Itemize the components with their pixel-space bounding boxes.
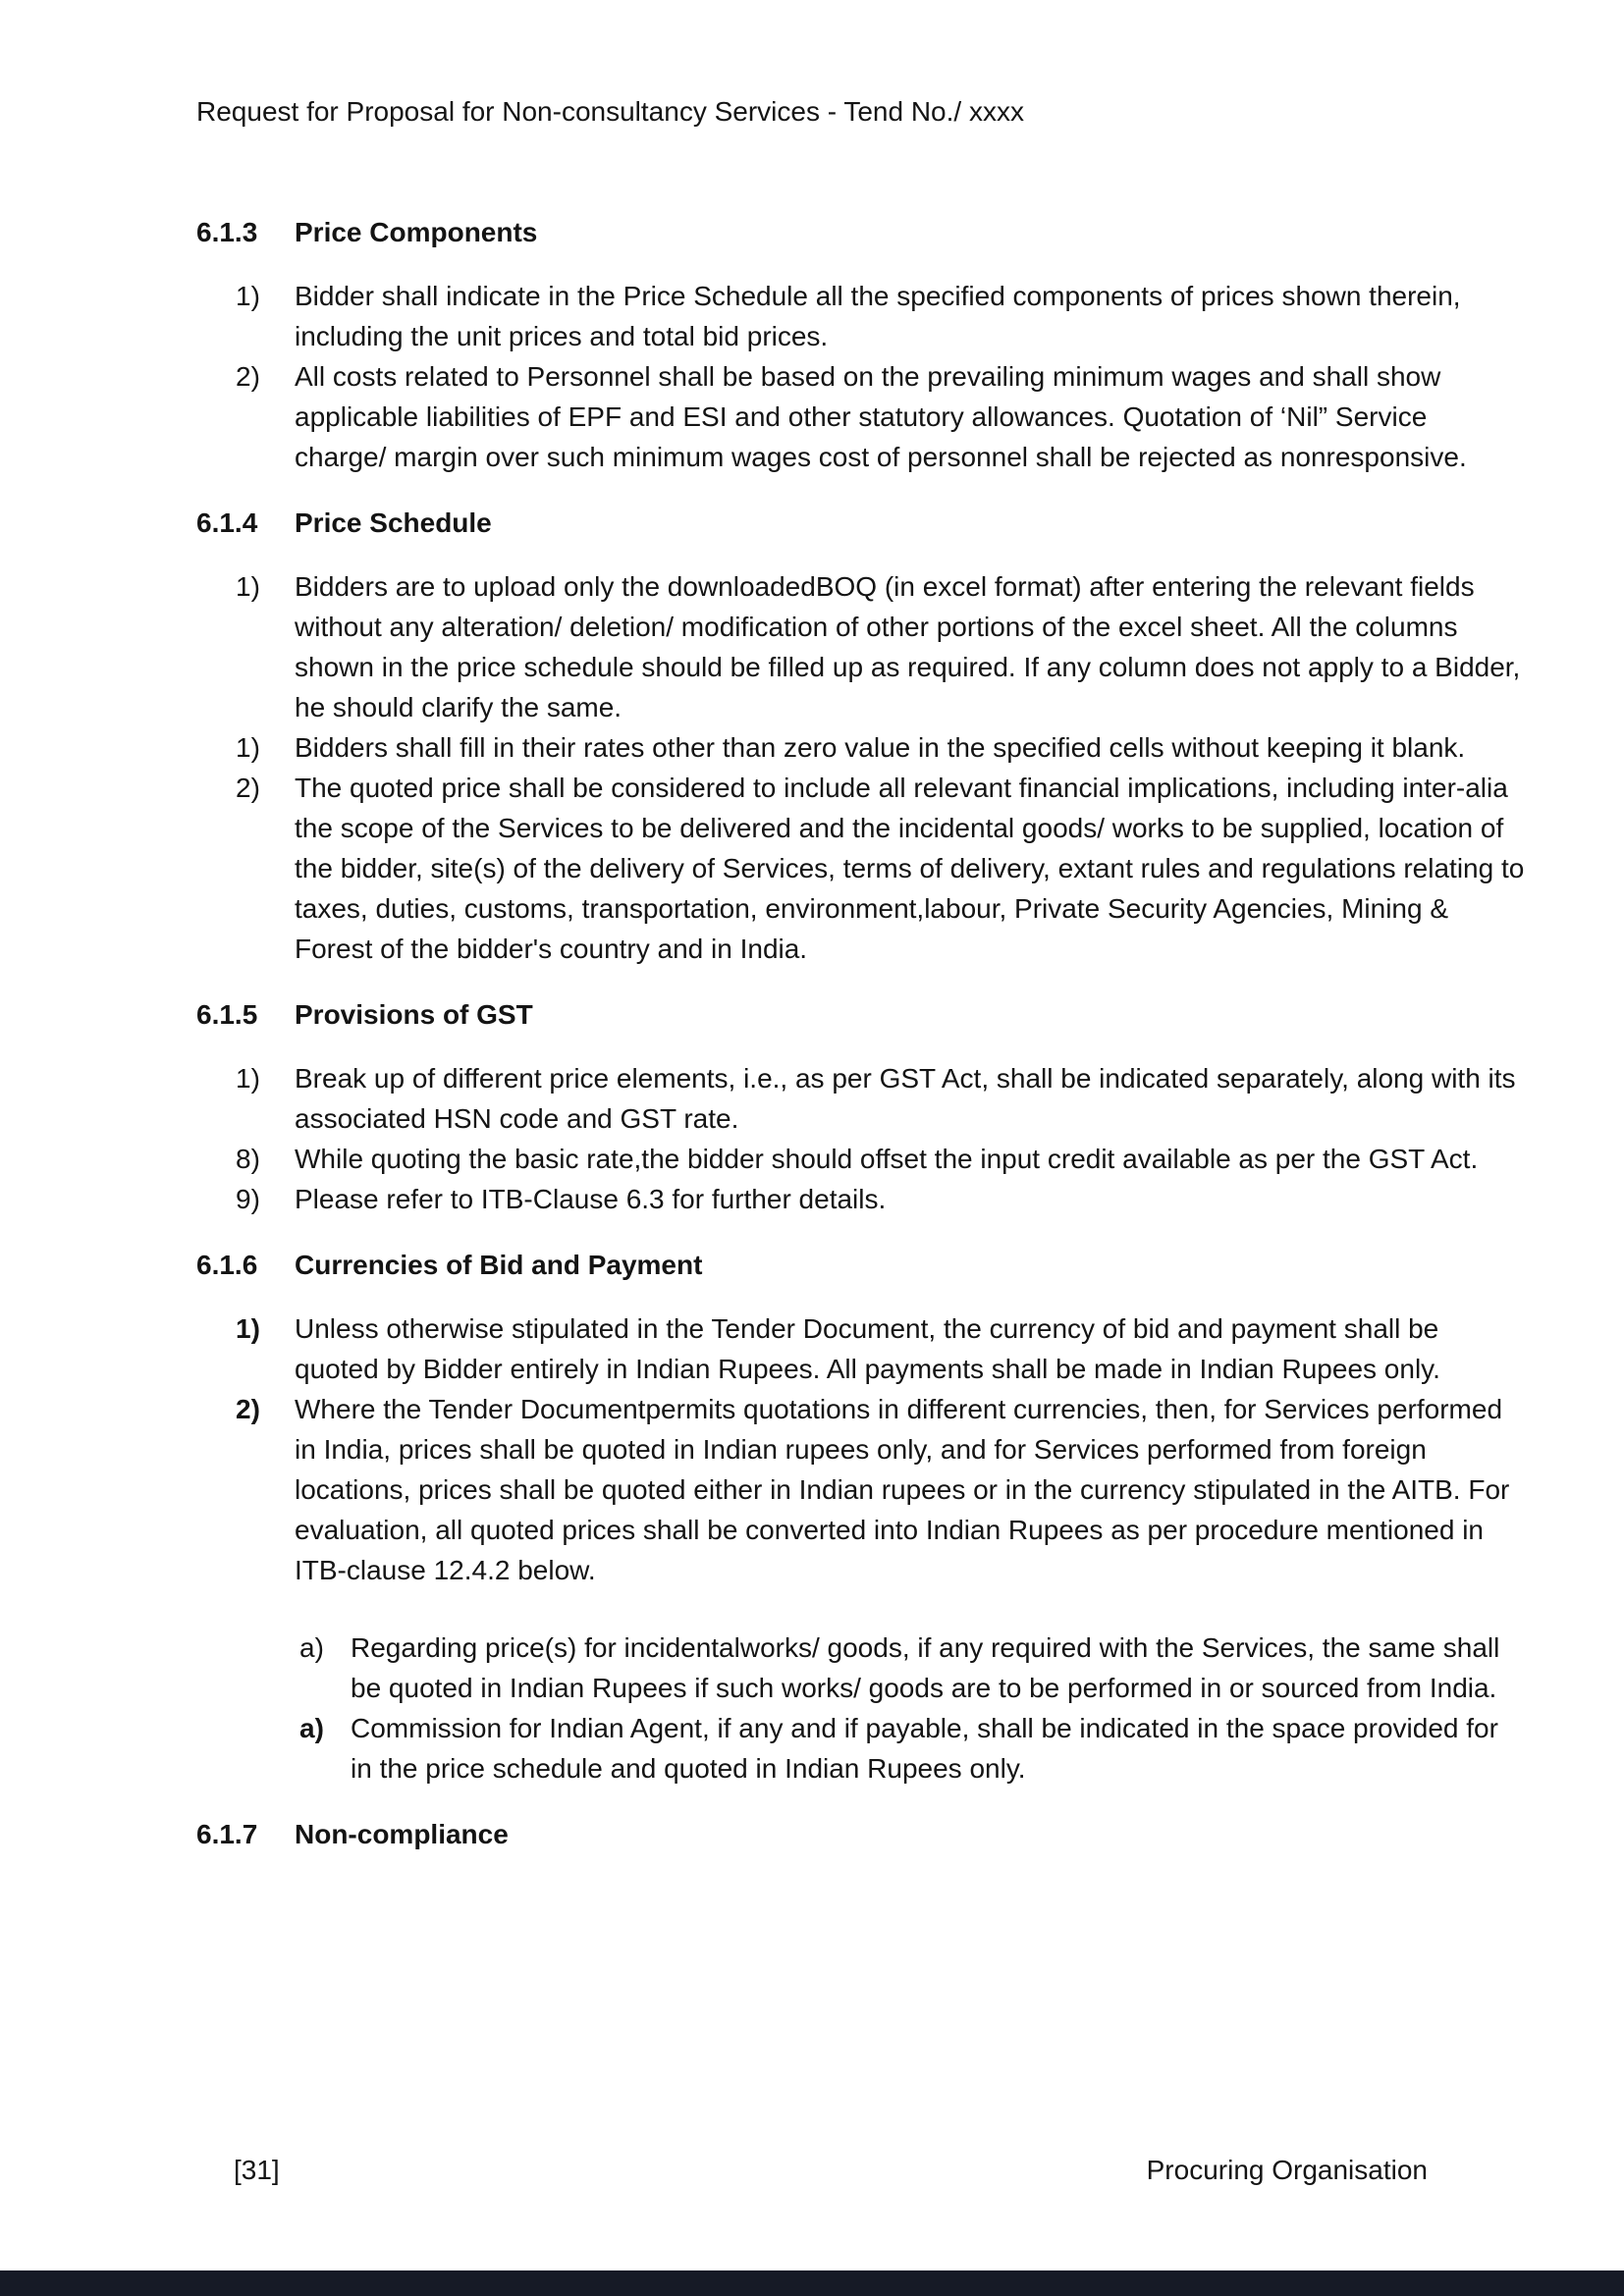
section-price-schedule xyxy=(196,503,1526,969)
list-text: The quoted price shall be considered to include all relevant financial implications, including inter-alia the scope of the Services to be delivered and the incidental goods/ works to be supplied, location of the bidder, site(s) of the delivery of Services, terms of delivery, extant rules and regulations relating to taxes, duties, customs, transportation, environment,labour, Private Security Agencies, Mining & Forest of the bidder's country and in India. xyxy=(295,773,1525,964)
list-text: Bidders are to upload only the downloadedBOQ (in excel format) after entering the relevant fields without any alteration/ deletion/ modification of other portions of the excel sheet. All the columns shown in the price schedule should be filled up as required. If any column does not apply to a Bidder, he should clarify the same. xyxy=(295,571,1521,722)
list-marker: 1) xyxy=(236,571,260,602)
list-item xyxy=(196,276,1526,356)
lettered-sublist xyxy=(196,1628,1526,1789)
section-number: 6.1.6 xyxy=(196,1250,258,1280)
section-currencies-of-bid-and-payment xyxy=(196,1245,1526,1789)
section-title: Price Schedule xyxy=(295,507,492,538)
section-number: 6.1.3 xyxy=(196,217,258,247)
list-text: Please refer to ITB-Clause 6.3 for further details. xyxy=(295,1184,887,1214)
list-item xyxy=(196,356,1526,477)
page-number: [31] xyxy=(234,2155,280,2185)
section-heading xyxy=(196,1245,1526,1285)
list-marker: 2) xyxy=(236,361,260,392)
list-marker: 2) xyxy=(236,773,260,803)
document-content xyxy=(196,187,1526,1878)
list-marker: 2) xyxy=(236,1394,260,1424)
section-provisions-of-gst xyxy=(196,994,1526,1219)
numbered-list xyxy=(196,566,1526,969)
list-item xyxy=(196,1179,1526,1219)
list-marker: 1) xyxy=(236,1063,260,1094)
section-number: 6.1.7 xyxy=(196,1819,258,1849)
section-non-compliance xyxy=(196,1814,1526,1854)
sublist-marker: a) xyxy=(299,1632,324,1663)
sublist-text: Commission for Indian Agent, if any and if payable, shall be indicated in the space provided for in the price schedule and quoted in Indian Rupees only. xyxy=(351,1713,1498,1784)
section-heading xyxy=(196,212,1526,252)
list-item xyxy=(196,727,1526,768)
section-number: 6.1.5 xyxy=(196,999,258,1030)
section-heading xyxy=(196,503,1526,543)
numbered-list xyxy=(196,1308,1526,1590)
list-marker: 9) xyxy=(236,1184,260,1214)
section-title: Non-compliance xyxy=(295,1819,509,1849)
section-heading xyxy=(196,1814,1526,1854)
section-title: Provisions of GST xyxy=(295,999,533,1030)
list-marker: 8) xyxy=(236,1144,260,1174)
section-title: Currencies of Bid and Payment xyxy=(295,1250,703,1280)
list-item xyxy=(196,768,1526,969)
section-title: Price Components xyxy=(295,217,538,247)
list-text: Bidders shall fill in their rates other than zero value in the specified cells without keeping it blank. xyxy=(295,732,1466,763)
list-text: Where the Tender Documentpermits quotations in different currencies, then, for Services performed in India, prices shall be quoted in Indian rupees only, and for Services performed from foreign locations, prices shall be quoted either in Indian rupees or in the currency stipulated in the AITB. For evaluation, all quoted prices shall be converted into Indian Rupees as per procedure mentioned in ITB-clause 12.4.2 below. xyxy=(295,1394,1510,1585)
section-heading xyxy=(196,994,1526,1035)
section-number: 6.1.4 xyxy=(196,507,258,538)
page-footer xyxy=(196,2155,1428,2186)
list-item xyxy=(196,1139,1526,1179)
sublist-text: Regarding price(s) for incidentalworks/ goods, if any required with the Services, the same shall be quoted in Indian Rupees if such works/ goods are to be performed in or sourced from India. xyxy=(351,1632,1500,1703)
organisation-name: Procuring Organisation xyxy=(1146,2155,1428,2185)
list-item xyxy=(196,566,1526,727)
sublist-item xyxy=(196,1708,1526,1789)
page-bottom-edge-bar xyxy=(0,2270,1624,2296)
list-item xyxy=(196,1058,1526,1139)
numbered-list xyxy=(196,1058,1526,1219)
sublist-item xyxy=(196,1628,1526,1708)
sublist-marker: a) xyxy=(299,1713,324,1743)
list-marker: 1) xyxy=(236,1313,260,1344)
page-header-title: Request for Proposal for Non-consultancy Services - Tend No./ xxxx xyxy=(196,96,1024,127)
numbered-list xyxy=(196,276,1526,477)
list-item xyxy=(196,1389,1526,1590)
list-text: Bidder shall indicate in the Price Schedule all the specified components of prices shown therein, including the unit prices and total bid prices. xyxy=(295,281,1461,351)
list-item xyxy=(196,1308,1526,1389)
list-text: All costs related to Personnel shall be based on the prevailing minimum wages and shall show applicable liabilities of EPF and ESI and other statutory allowances. Quotation of ‘Nil” Service charge/ margin over such minimum wages cost of personnel shall be rejected as nonresponsive. xyxy=(295,361,1467,472)
list-text: Unless otherwise stipulated in the Tender Document, the currency of bid and payment shall be quoted by Bidder entirely in Indian Rupees. All payments shall be made in Indian Rupees only. xyxy=(295,1313,1440,1384)
list-text: While quoting the basic rate,the bidder should offset the input credit available as per the GST Act. xyxy=(295,1144,1479,1174)
list-text: Break up of different price elements, i.e., as per GST Act, shall be indicated separately, along with its associated HSN code and GST rate. xyxy=(295,1063,1516,1134)
section-price-components xyxy=(196,212,1526,477)
list-marker: 1) xyxy=(236,732,260,763)
list-marker: 1) xyxy=(236,281,260,311)
